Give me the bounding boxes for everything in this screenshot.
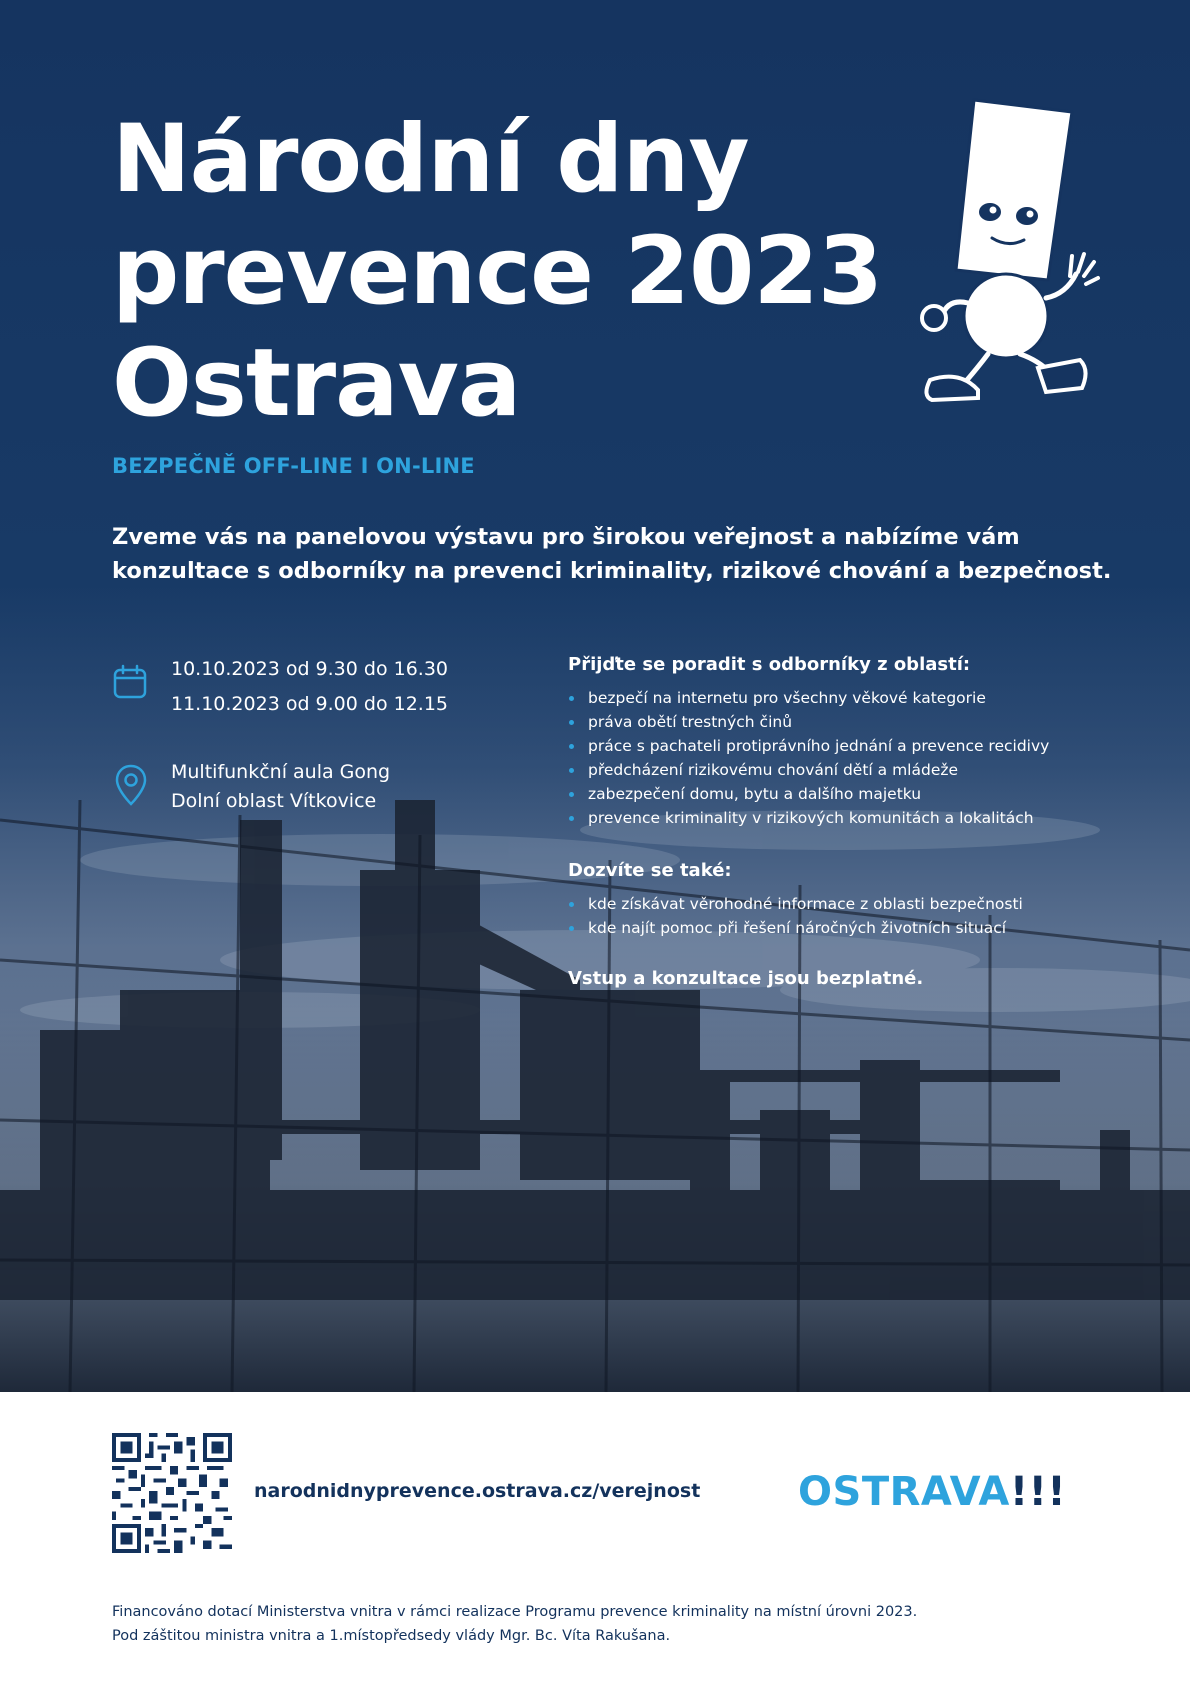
list-item: práva obětí trestných činů (568, 710, 1128, 734)
venue-line-2: Dolní oblast Vítkovice (171, 790, 377, 812)
event-dates (171, 652, 448, 722)
bullet-icon (569, 696, 574, 701)
footer-note (112, 1600, 917, 1648)
experts-list (568, 686, 1128, 830)
event-date-2: 11.10.2023 od 9.00 do 12.15 (171, 693, 449, 715)
website-link[interactable]: narodnidnyprevence.ostrava.cz/verejnost (254, 1480, 701, 1502)
title-line-1: Národní dny (112, 105, 749, 214)
subtitle: BEZPEČNĚ OFF-LINE I ON-LINE (112, 454, 475, 478)
event-venue (171, 758, 390, 816)
also-list (568, 892, 1128, 940)
bullet-icon (569, 720, 574, 725)
intro-line-2: konzultace s odborníky na prevenci kriminality, rizikové chování a bezpečnost. (112, 558, 1112, 584)
footer-line-1: Financováno dotací Ministerstva vnitra v rámci realizace Programu prevence kriminality na místní úrovni 2023. (112, 1604, 918, 1620)
exclamation-mascot-icon (920, 98, 1105, 408)
logo-exclamations: !!! (1009, 1469, 1067, 1515)
list-item: zabezpečení domu, bytu a dalšího majetku (568, 782, 1128, 806)
ostrava-logo (798, 1468, 1066, 1516)
title-line-2: prevence 2023 (112, 217, 883, 326)
bullet-icon (569, 902, 574, 907)
list-item: bezpečí na internetu pro všechny věkové kategorie (568, 686, 1128, 710)
logo-word: OSTRAVA (798, 1469, 1010, 1515)
bullet-icon (569, 792, 574, 797)
location-pin-icon (115, 764, 147, 806)
title-line-3: Ostrava (112, 329, 521, 438)
calendar-icon (113, 664, 147, 700)
intro-line-1: Zveme vás na panelovou výstavu pro širokou veřejnost a nabízíme vám (112, 524, 1020, 550)
experts-heading: Přijďte se poradit s odborníky z oblastí: (568, 654, 971, 675)
bullet-icon (569, 744, 574, 749)
intro-text (112, 520, 1112, 588)
list-item: předcházení rizikovému chování dětí a mládeže (568, 758, 1128, 782)
info-column (568, 652, 1128, 992)
also-heading: Dozvíte se také: (568, 860, 732, 881)
list-item: prevence kriminality v rizikových komunitách a lokalitách (568, 806, 1128, 830)
venue-line-1: Multifunkční aula Gong (171, 761, 391, 783)
list-item: práce s pachateli protiprávního jednání a prevence recidivy (568, 734, 1128, 758)
bullet-icon (569, 816, 574, 821)
event-date-1: 10.10.2023 od 9.30 do 16.30 (171, 658, 449, 680)
free-entry-note: Vstup a konzultace jsou bezplatné. (568, 968, 924, 989)
page-title (112, 104, 882, 440)
bullet-icon (569, 926, 574, 931)
list-item: kde najít pomoc při řešení náročných životních situací (568, 916, 1128, 940)
list-item: kde získávat věrohodné informace z oblasti bezpečnosti (568, 892, 1128, 916)
footer-line-2: Pod záštitou ministra vnitra a 1.místopředsedy vlády Mgr. Bc. Víta Rakušana. (112, 1628, 671, 1644)
qr-code-icon[interactable] (112, 1433, 232, 1553)
bullet-icon (569, 768, 574, 773)
